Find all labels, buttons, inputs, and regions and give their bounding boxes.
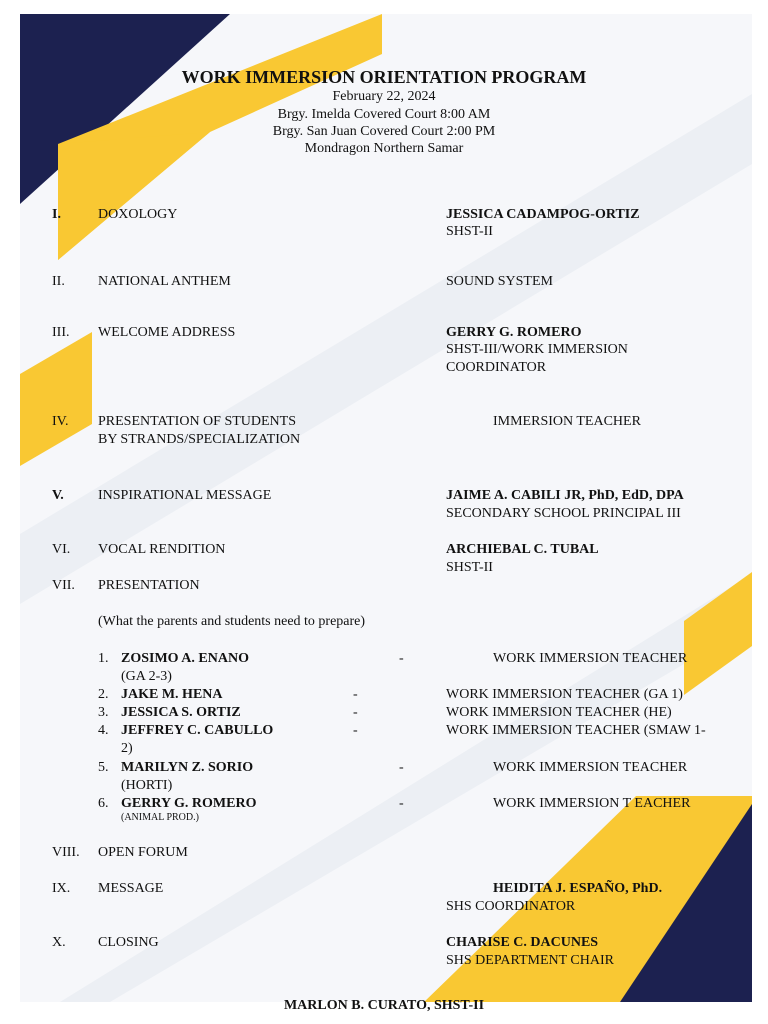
item-person: SOUND SYSTEM — [446, 274, 553, 289]
presenter-dash: - — [353, 705, 358, 720]
item-activity: PRESENTATION OF STUDENTS — [98, 414, 297, 429]
item-number: II. — [52, 274, 65, 289]
item-activity: VOCAL RENDITION — [98, 542, 226, 557]
presenter-role: WORK IMMERSION TEACHER — [493, 760, 688, 775]
presenter-extra: (GA 2-3) — [121, 669, 172, 684]
presenter-extra: 2) — [121, 741, 133, 756]
item-activity: MESSAGE — [98, 881, 164, 896]
presenter-dash: - — [399, 651, 404, 666]
presenter-number: 3. — [98, 705, 109, 720]
item-note: (What the parents and students need to prepare) — [98, 614, 366, 629]
item-activity: CLOSING — [98, 935, 159, 950]
program-date: February 22, 2024 — [332, 89, 436, 104]
gold-shape-left — [20, 332, 92, 466]
item-role: SHST-II — [446, 560, 493, 575]
page-title: WORK IMMERSION ORIENTATION PROGRAM — [181, 67, 587, 87]
item-number: III. — [52, 325, 70, 340]
item-activity: OPEN FORUM — [98, 845, 188, 860]
presenter-dash: - — [353, 687, 358, 702]
presenter-number: 2. — [98, 687, 109, 702]
item-role: SHST-III/WORK IMMERSION — [446, 342, 628, 357]
presenter-number: 1. — [98, 651, 109, 666]
item-activity: BY STRANDS/SPECIALIZATION — [98, 432, 301, 447]
item-number: X. — [52, 935, 66, 950]
item-role: SHS DEPARTMENT CHAIR — [446, 953, 614, 968]
item-person: GERRY G. ROMERO — [446, 325, 582, 340]
item-person: JESSICA CADAMPOG-ORTIZ — [446, 207, 640, 222]
presenter-name: ZOSIMO A. ENANO — [121, 651, 249, 666]
item-activity: PRESENTATION — [98, 578, 200, 593]
presenter-number: 4. — [98, 723, 109, 738]
item-number: VIII. — [52, 845, 80, 860]
venue-morning: Brgy. Imelda Covered Court 8:00 AM — [277, 107, 491, 122]
presenter-extra: (HORTI) — [121, 778, 173, 793]
item-role: SHST-II — [446, 224, 493, 239]
venue-afternoon: Brgy. San Juan Covered Court 2:00 PM — [272, 124, 496, 139]
gold-shape-right — [684, 572, 752, 695]
item-number: VII. — [52, 578, 75, 593]
presenter-role: WORK IMMERSION T EACHER — [493, 796, 691, 811]
presenter-name: JEFFREY C. CABULLO — [121, 723, 274, 738]
item-person: CHARISE C. DACUNES — [446, 935, 599, 950]
item-person: ARCHIEBAL C. TUBAL — [446, 542, 599, 557]
item-activity: INSPIRATIONAL MESSAGE — [98, 488, 272, 503]
item-person: IMMERSION TEACHER — [493, 414, 641, 429]
presenter-dash: - — [399, 760, 404, 775]
item-number: IX. — [52, 881, 71, 896]
presenter-dash: - — [353, 723, 358, 738]
item-number: V. — [52, 488, 64, 503]
item-person: JAIME A. CABILI JR, PhD, EdD, DPA — [446, 488, 684, 503]
presenter-number: 6. — [98, 796, 109, 811]
presenter-name: JESSICA S. ORTIZ — [121, 705, 241, 720]
presenter-name: GERRY G. ROMERO — [121, 796, 257, 811]
item-person: HEIDITA J. ESPAÑO, PhD. — [493, 881, 663, 896]
presenter-role: WORK IMMERSION TEACHER (GA 1) — [446, 687, 683, 702]
presenter-number: 5. — [98, 760, 109, 775]
item-number: VI. — [52, 542, 71, 557]
item-activity: NATIONAL ANTHEM — [98, 274, 231, 289]
item-role: COORDINATOR — [446, 360, 547, 375]
presenter-role: WORK IMMERSION TEACHER (SMAW 1- — [446, 723, 706, 738]
item-role: SECONDARY SCHOOL PRINCIPAL III — [446, 506, 681, 521]
location: Mondragon Northern Samar — [304, 141, 464, 156]
prepared-by: MARLON B. CURATO, SHST-II — [283, 998, 485, 1013]
presenter-extra: (ANIMAL PROD.) — [121, 812, 199, 823]
presenter-role: WORK IMMERSION TEACHER — [493, 651, 688, 666]
presenter-name: JAKE M. HENA — [121, 687, 223, 702]
presenter-dash: - — [399, 796, 404, 811]
presenter-name: MARILYN Z. SORIO — [121, 760, 254, 775]
item-number: I. — [52, 207, 61, 222]
item-activity: WELCOME ADDRESS — [98, 325, 236, 340]
item-activity: DOXOLOGY — [98, 207, 178, 222]
item-number: IV. — [52, 414, 69, 429]
presenter-role: WORK IMMERSION TEACHER (HE) — [446, 705, 672, 720]
item-role: SHS COORDINATOR — [446, 899, 576, 914]
